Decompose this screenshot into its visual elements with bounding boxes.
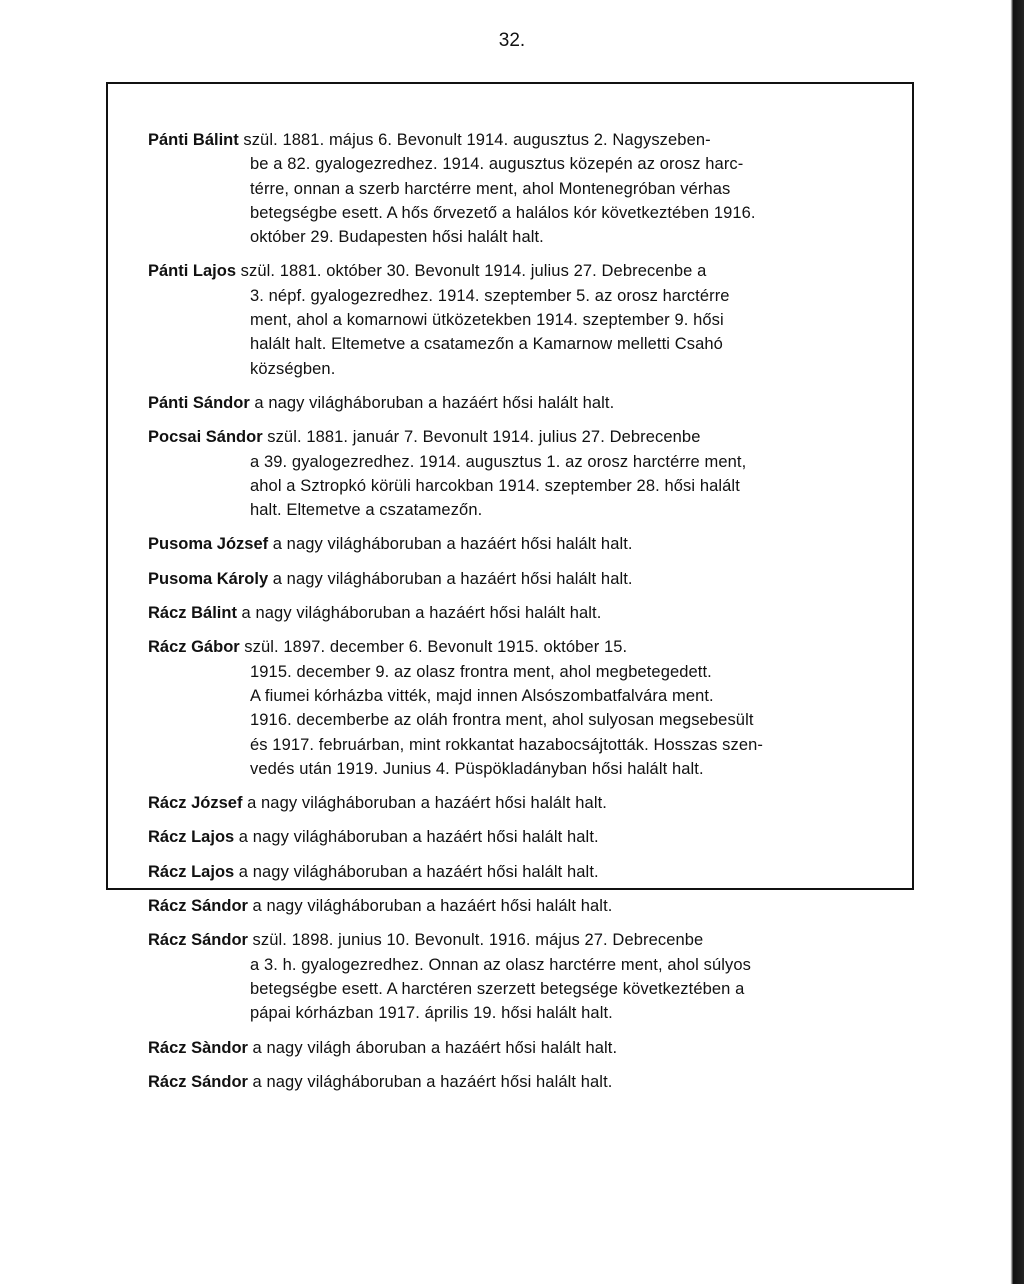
entry-continuation-line <box>148 708 868 732</box>
entry-first-line <box>148 532 868 556</box>
entry-text: betegségbe esett. A hős őrvezető a halálos kór következtében 1916. <box>250 203 756 222</box>
entry-text: A fiumei kórházba vitték, majd innen Alsószombatfalvára ment. <box>250 686 714 705</box>
entry-text: a nagy világháboruban a hazáért hősi halált halt. <box>252 1072 613 1091</box>
entry-text: a nagy világháboruban a hazáért hősi halált halt. <box>238 828 599 847</box>
memorial-entry <box>148 567 868 591</box>
entry-text: a 3. h. gyalogezredhez. Onnan az olasz harctérre ment, ahol súlyos <box>250 955 751 974</box>
entry-text: 1915. december 9. az olasz frontra ment, ahol megbetegedett. <box>250 662 712 681</box>
entry-continuation-line <box>148 660 868 684</box>
entry-continuation-line <box>148 284 868 308</box>
entry-text: szül. 1898. junius 10. Bevonult. 1916. május 27. Debrecenbe <box>252 931 704 950</box>
memorial-entry <box>148 928 868 1025</box>
soldier-name: Pánti Bálint <box>148 131 239 149</box>
entry-continuation-line <box>148 152 868 176</box>
memorial-entry <box>148 532 868 556</box>
entry-text: október 29. Budapesten hősi halált halt. <box>250 228 544 247</box>
memorial-entry <box>148 391 868 415</box>
entry-continuation-line <box>148 308 868 332</box>
entry-text: és 1917. februárban, mint rokkantat hazabocsájtották. Hosszas szen- <box>250 735 763 754</box>
entry-continuation-line <box>148 757 868 781</box>
entry-text: a nagy világháboruban a hazáért hősi halált halt. <box>272 569 633 588</box>
soldier-name: Pusoma József <box>148 535 269 554</box>
entry-continuation-line <box>148 357 868 381</box>
entry-text: a nagy világháboruban a hazáért hősi halált halt. <box>241 604 602 623</box>
entry-text: térre, onnan a szerb harctérre ment, ahol Montenegróban vérhas <box>250 179 731 198</box>
entry-text: a nagy világháboruban a hazáért hősi halált halt. <box>272 535 633 554</box>
memorial-entry <box>148 825 868 849</box>
entry-continuation-line <box>148 225 868 249</box>
entry-first-line <box>148 860 868 884</box>
entry-continuation-line <box>148 201 868 225</box>
entry-first-line <box>148 128 868 152</box>
entry-continuation-line <box>148 177 868 201</box>
memorial-entry <box>148 635 868 781</box>
entry-text: a 39. gyalogezredhez. 1914. augusztus 1. az orosz harctérre ment, <box>250 452 747 471</box>
soldier-name: Pánti Lajos <box>148 262 237 281</box>
frame-border-top <box>106 82 914 84</box>
entry-text: a nagy világháboruban a hazáért hősi halált halt. <box>238 862 599 881</box>
soldier-name: Rácz Sàndor <box>148 1038 248 1057</box>
entry-first-line <box>148 894 868 918</box>
entry-text: ment, ahol a komarnowi ütközetekben 1914. szeptember 9. hősi <box>250 311 724 330</box>
entry-text: a nagy világháboruban a hazáért hősi halált halt. <box>247 794 607 813</box>
memorial-entry <box>148 128 868 249</box>
memorial-entry <box>148 259 868 380</box>
entry-continuation-line <box>148 733 868 757</box>
memorial-entry <box>148 791 868 815</box>
entry-continuation-line <box>148 977 868 1001</box>
entry-text: szül. 1881. január 7. Bevonult 1914. julius 27. Debrecenbe <box>267 428 701 447</box>
entry-first-line <box>148 601 868 625</box>
entry-continuation-line <box>148 1001 868 1025</box>
soldier-name: Rácz Lajos <box>148 862 235 881</box>
entry-text: községben. <box>250 359 336 378</box>
soldier-name: Rácz József <box>148 794 243 813</box>
entry-first-line <box>148 391 868 415</box>
entry-text: a nagy világháboruban a hazáért hősi halált halt. <box>254 393 615 412</box>
entry-text: ahol a Sztropkó körüli harcokban 1914. szeptember 28. hősi halált <box>250 476 740 495</box>
entry-text: pápai kórházban 1917. április 19. hősi halált halt. <box>250 1004 613 1023</box>
entry-continuation-line <box>148 474 868 498</box>
entry-first-line <box>148 1070 868 1094</box>
entry-text: betegségbe esett. A harctéren szerzett betegsége következtében a <box>250 979 745 998</box>
entry-first-line <box>148 567 868 591</box>
soldier-name: Rácz Lajos <box>148 828 235 847</box>
soldier-name: Pánti Sándor <box>148 393 250 412</box>
soldier-name: Rácz Sándor <box>148 1072 248 1091</box>
entry-continuation-line <box>148 450 868 474</box>
frame-border-right <box>912 82 914 890</box>
entry-text: 3. népf. gyalogezredhez. 1914. szeptember 5. az orosz harctérre <box>250 286 730 305</box>
memorial-entry <box>148 1036 868 1060</box>
entry-text: a nagy világh áboruban a hazáért hősi halált halt. <box>252 1038 618 1057</box>
entry-text: be a 82. gyalogezredhez. 1914. augusztus közepén az orosz harc- <box>250 155 744 174</box>
scan-edge <box>1006 0 1024 1284</box>
entry-first-line <box>148 425 868 449</box>
entry-first-line <box>148 791 868 815</box>
soldier-name: Rácz Sándor <box>148 897 248 916</box>
entry-first-line <box>148 635 868 659</box>
soldier-name: Pocsai Sándor <box>148 428 263 447</box>
soldier-name: Rácz Sándor <box>148 931 248 950</box>
entry-text: a nagy világháboruban a hazáért hősi halált halt. <box>252 897 613 916</box>
entry-continuation-line <box>148 684 868 708</box>
soldier-name: Pusoma Károly <box>148 569 269 588</box>
entry-text: szül. 1897. december 6. Bevonult 1915. október 15. <box>244 638 628 657</box>
memorial-entry <box>148 425 868 522</box>
entry-continuation-line <box>148 953 868 977</box>
entry-text: szül. 1881. május 6. Bevonult 1914. augusztus 2. Nagyszeben- <box>243 131 711 149</box>
memorial-entry <box>148 860 868 884</box>
memorial-entry <box>148 601 868 625</box>
entry-text: halt. Eltemetve a cszatamezőn. <box>250 501 483 520</box>
entry-first-line <box>148 1036 868 1060</box>
memorial-entry <box>148 894 868 918</box>
frame-border-left <box>106 82 108 890</box>
entry-first-line <box>148 259 868 283</box>
entry-text: szül. 1881. október 30. Bevonult 1914. julius 27. Debrecenbe a <box>240 262 707 281</box>
entry-continuation-line <box>148 332 868 356</box>
page-number: 32. <box>498 30 526 51</box>
entry-continuation-line <box>148 498 868 522</box>
entry-text: halált halt. Eltemetve a csatamezőn a Kamarnow melletti Csahó <box>250 335 723 354</box>
memorial-list <box>148 128 868 1104</box>
soldier-name: Rácz Bálint <box>148 604 237 623</box>
entry-text: vedés után 1919. Junius 4. Püspökladányban hősi halált halt. <box>250 759 704 778</box>
entry-first-line <box>148 928 868 952</box>
entry-first-line <box>148 825 868 849</box>
soldier-name: Rácz Gábor <box>148 638 240 657</box>
entry-text: 1916. decemberbe az oláh frontra ment, ahol sulyosan megsebesült <box>250 711 754 730</box>
memorial-entry <box>148 1070 868 1094</box>
